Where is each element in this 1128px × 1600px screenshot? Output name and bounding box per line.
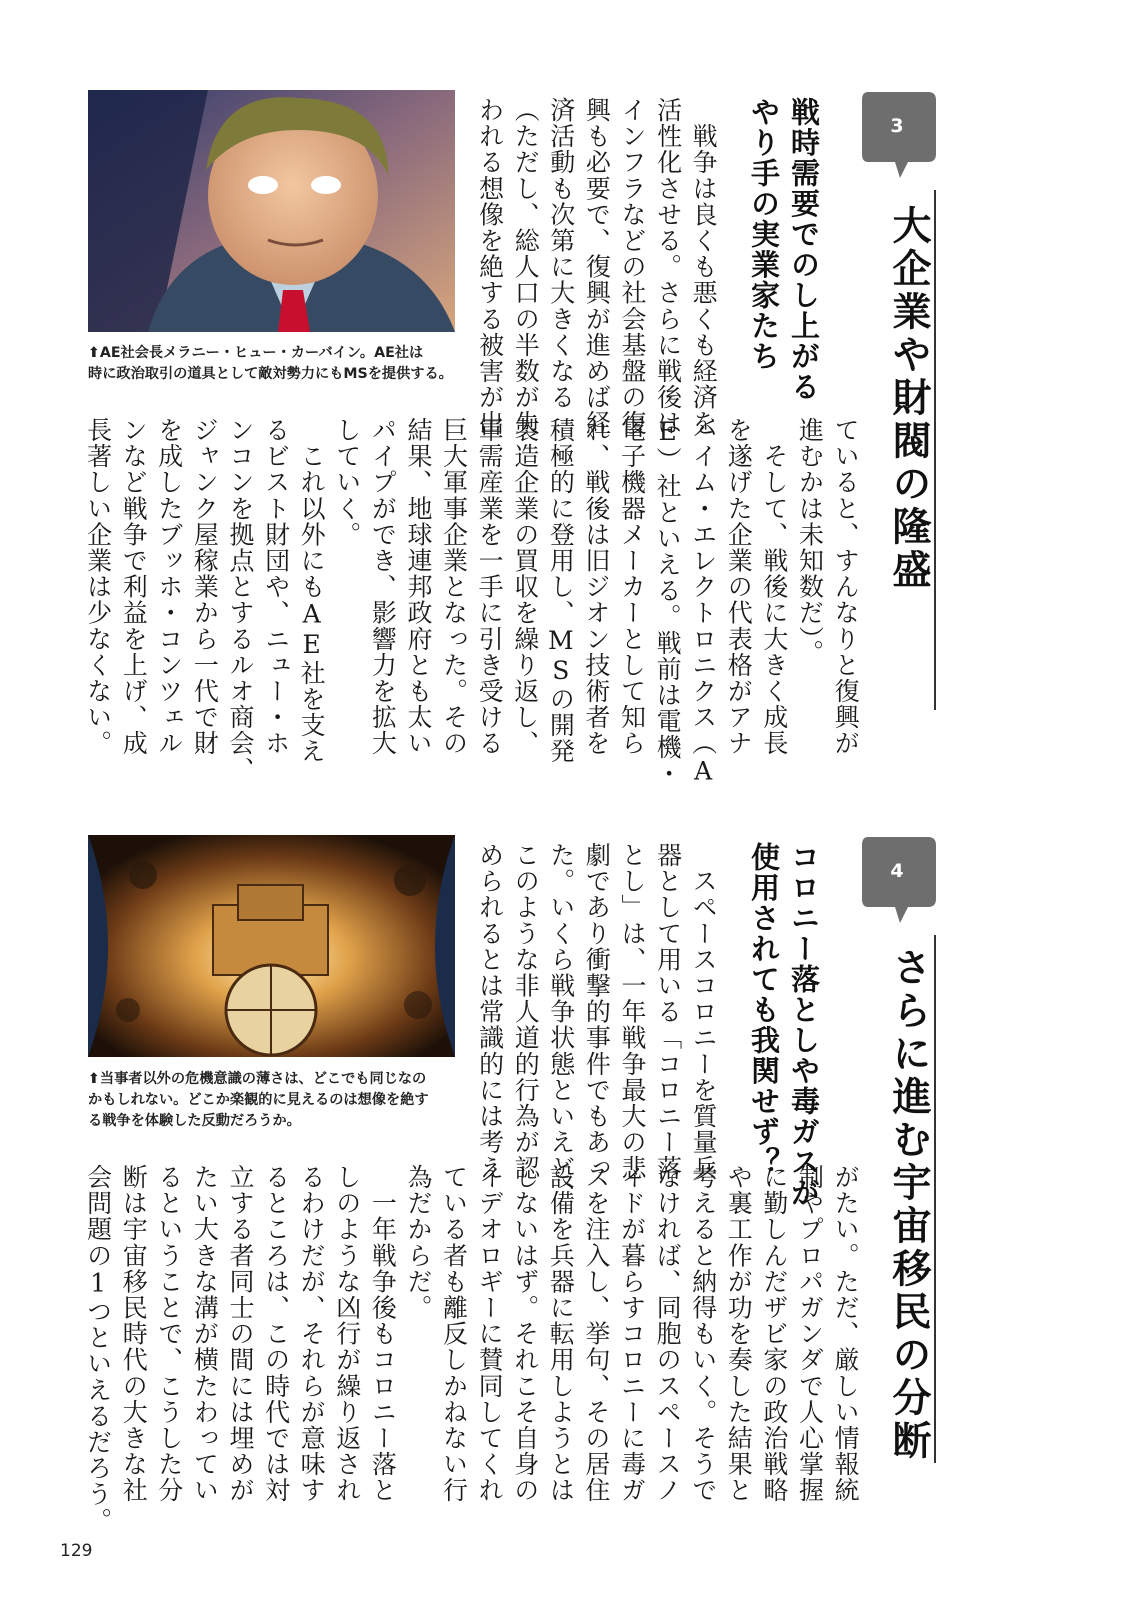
businessman-portrait-image (88, 90, 455, 332)
section-3-photo (88, 90, 455, 332)
section-4-photo (88, 835, 455, 1057)
section-4-badge (862, 835, 940, 925)
section-4-heading: さらに進む宇宙移民の分断 (886, 947, 931, 1463)
section-3-body-top: 戦争は良くも悪くも経済を 活性化させる。さらに戦後は インフラなどの社会基盤の復 興も必要で、復興が進めば経 済活動も次第に大きくなる （ただし、総人口の半数が失 われる想像を絶する被害が出 (475, 97, 719, 437)
section-4-body-top: スペースコロニーを質量兵 器として用いる「コロニー落 とし」は、一年戦争最大の悲 劇であり衝撃的事件でもあっ た。いくら戦争状態といえど、 このような非人道的行為が認 められるとは常識的には考え (475, 842, 719, 1208)
page-number: 129 (60, 1541, 93, 1561)
section-3-badge (862, 90, 940, 180)
section-4-body-bottom: がたい。ただ、厳しい情報統 制やプロパガンダで人心掌握 に勤しんだザビ家の政治戦略 や裏工作が功を奏した結果と 考えると納得もいく。そうで なければ、同胞のスペースノ イドが暮らすコロニーに毒ガ スを注入し、挙句、その居住 設備を兵器に転用しようとは しないはず。それこそ自身の イデオロギーに賛同してくれ ている者も離反しかねない行 為だからだ。 一年戦争後もコロニー落と しのような凶行が繰り返され るわけだが、それらが意味す るところは、この時代では対 立する者同士の間には埋めが たい大きな溝が横たわってい るということで、こうした分 断は宇宙移民時代の大きな社 会問題の1つといえるだろう。 (83, 1164, 861, 1534)
section-3-caption: ⬆AE社会長メラニー・ヒュー・カーバイン。AE社は 時に政治取引の道具として敵対勢力にもMSを提供する。 (88, 345, 453, 382)
section-4-subheading: コロニー落としや毒ガスが 使用されても我関せず？ (747, 842, 821, 1208)
section-3-heading: 大企業や財閥の隆盛 (886, 205, 931, 592)
colony-drop-image (88, 835, 455, 1057)
section-3-body-bottom: ていると、すんなりと復興が 進むかは未知数だ）。 そして、戦後に大きく成長 を遂げた企業の代表格がアナ ハイム・エレクトロニクス（A E）社といえる。戦前は電機・ 電子機器メーカーとして知ら れ、戦後は旧ジオン技術者を 積極的に登用し、MSの開発 製造企業の買収を繰り返し、 軍需産業を一手に引き受ける 巨大軍事企業となった。その 結果、地球連邦政府とも太い パイプができ、影響力を拡大 していく。 これ以外にもAE社を支え るビスト財団や、ニュー・ホ ンコンを拠点とするルオ商会、 ジャンク屋稼業から一代で財 を成したブッホ・コンツェル ンなど戦争で利益を上げ、成 長著しい企業は少なくない。 (83, 417, 861, 787)
section-4-number: 4 (890, 860, 904, 882)
section-3-subheading: 戦時需要でのし上がる やり手の実業家たち (747, 97, 821, 402)
section-4-caption: ⬆当事者以外の危機意識の薄さは、どこでも同じなの かもしれない。どこか楽観的に見えるのは想像を絶す る戦争を体験した反動だろうか。 (88, 1071, 429, 1129)
section-3-number: 3 (890, 115, 904, 137)
